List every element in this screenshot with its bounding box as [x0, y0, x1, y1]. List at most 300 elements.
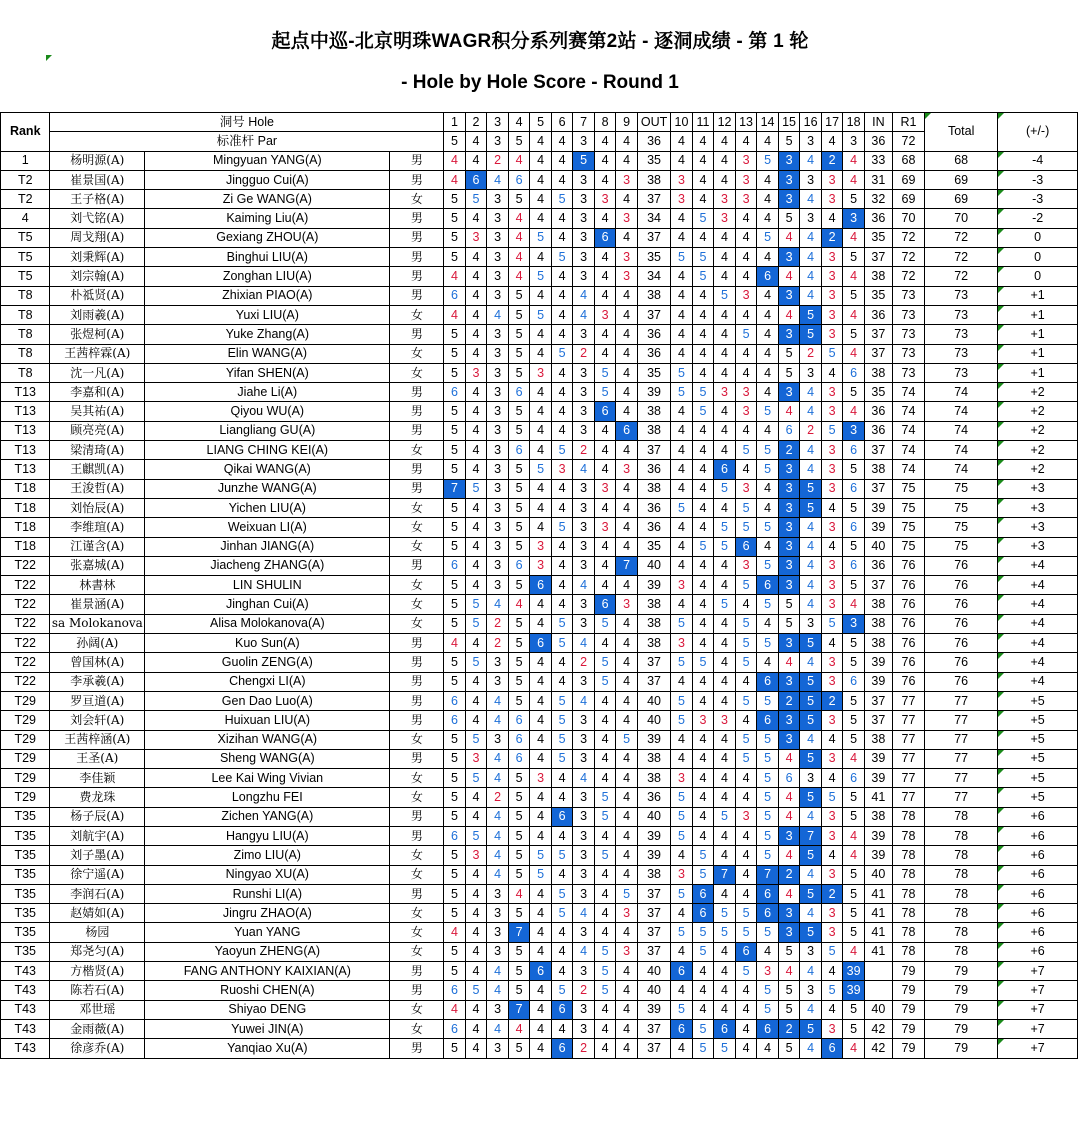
table-row: [1, 923, 1078, 942]
plus-minus-cell: +6: [998, 807, 1078, 826]
score-cell: 4: [551, 556, 573, 575]
score-cell: 6: [843, 672, 865, 691]
score-cell: 3: [573, 498, 595, 517]
score-cell: 4: [735, 846, 757, 865]
score-cell: 4: [530, 595, 552, 614]
score-cell: 4: [671, 151, 693, 170]
score-cell: 3: [594, 518, 616, 537]
score-cell: 36: [864, 556, 892, 575]
score-cell: 76: [892, 595, 924, 614]
gender-cell: 男: [390, 634, 444, 653]
score-cell: 4: [843, 846, 865, 865]
score-cell: 4: [671, 209, 693, 228]
player-name-en: Longzhu FEI: [145, 788, 390, 807]
score-cell: 3: [573, 537, 595, 556]
score-cell: 3: [487, 1000, 509, 1019]
score-cell: 5: [843, 325, 865, 344]
score-cell: 5: [692, 1019, 714, 1038]
header-row-hole: [1, 113, 1078, 132]
score-cell: 74: [892, 460, 924, 479]
score-cell: 4: [594, 711, 616, 730]
score-cell: 3: [487, 421, 509, 440]
score-cell: 5: [530, 846, 552, 865]
score-cell: 5: [735, 576, 757, 595]
score-cell: 5: [465, 595, 487, 614]
score-cell: 4: [692, 788, 714, 807]
score-cell: 76: [892, 576, 924, 595]
player-name-en: LIN SHULIN: [145, 576, 390, 595]
gender-cell: 女: [390, 942, 444, 961]
rank-cell: T2: [1, 170, 50, 189]
score-cell: 3: [778, 576, 800, 595]
score-cell: 5: [530, 865, 552, 884]
score-cell: 5: [671, 653, 693, 672]
score-cell: 5: [508, 981, 530, 1000]
score-cell: 6: [757, 884, 779, 903]
total-cell: 77: [925, 730, 998, 749]
gender-cell: 男: [390, 826, 444, 845]
score-cell: 4: [800, 267, 822, 286]
score-cell: 4: [530, 904, 552, 923]
score-cell: 4: [594, 248, 616, 267]
score-cell: 4: [800, 556, 822, 575]
score-cell: 4: [778, 788, 800, 807]
plus-minus-cell: -3: [998, 190, 1078, 209]
score-cell: 4: [530, 479, 552, 498]
score-cell: 5: [508, 807, 530, 826]
score-cell: 41: [864, 884, 892, 903]
gender-cell: 男: [390, 556, 444, 575]
player-name-en: Junzhe WANG(A): [145, 479, 390, 498]
score-cell: 4: [530, 151, 552, 170]
score-cell: 40: [864, 1000, 892, 1019]
gender-cell: 女: [390, 441, 444, 460]
score-cell: 5: [444, 788, 466, 807]
score-cell: 4: [616, 537, 638, 556]
player-name-en: Yaoyun ZHENG(A): [145, 942, 390, 961]
score-cell: 4: [692, 363, 714, 382]
score-cell: 4: [714, 730, 736, 749]
score-cell: 2: [487, 614, 509, 633]
score-cell: 4: [530, 749, 552, 768]
score-cell: 77: [892, 769, 924, 788]
gender-cell: 女: [390, 344, 444, 363]
score-cell: 6: [843, 441, 865, 460]
score-cell: 77: [892, 730, 924, 749]
score-cell: 4: [616, 691, 638, 710]
score-cell: 3: [487, 576, 509, 595]
score-cell: 4: [616, 305, 638, 324]
table-row: [1, 383, 1078, 402]
player-name-cn: sa Molokanova: [50, 614, 145, 633]
score-cell: 4: [735, 711, 757, 730]
score-cell: 4: [487, 749, 509, 768]
score-cell: 79: [892, 962, 924, 981]
score-cell: 3: [594, 305, 616, 324]
score-cell: 3: [487, 267, 509, 286]
score-cell: 5: [444, 1039, 466, 1058]
score-cell: 5: [778, 981, 800, 1000]
score-cell: 5: [800, 305, 822, 324]
score-cell: 4: [465, 151, 487, 170]
score-cell: 76: [892, 556, 924, 575]
total-cell: 79: [925, 1039, 998, 1058]
par-value: 4: [530, 132, 552, 151]
score-cell: 6: [444, 1019, 466, 1038]
score-cell: 4: [594, 634, 616, 653]
score-cell: 3: [757, 962, 779, 981]
score-cell: 35: [637, 537, 670, 556]
score-cell: 4: [487, 981, 509, 1000]
score-cell: 3: [778, 286, 800, 305]
score-cell: 4: [551, 537, 573, 556]
score-cell: 4: [692, 595, 714, 614]
score-cell: 4: [843, 344, 865, 363]
gender-cell: 女: [390, 923, 444, 942]
par-value: 5: [778, 132, 800, 151]
score-cell: 3: [735, 190, 757, 209]
score-cell: 39: [864, 653, 892, 672]
score-cell: 5: [508, 498, 530, 517]
total-cell: 77: [925, 769, 998, 788]
score-cell: 3: [821, 518, 843, 537]
score-cell: 5: [714, 807, 736, 826]
score-cell: 6: [735, 537, 757, 556]
total-cell: 72: [925, 228, 998, 247]
score-cell: 4: [714, 691, 736, 710]
score-cell: 4: [843, 402, 865, 421]
plus-minus-cell: +2: [998, 402, 1078, 421]
score-cell: 6: [444, 981, 466, 1000]
score-cell: 6: [692, 904, 714, 923]
gender-cell: 男: [390, 402, 444, 421]
score-cell: 4: [757, 614, 779, 633]
player-name-cn: 林書林: [50, 576, 145, 595]
score-cell: 2: [573, 981, 595, 1000]
score-cell: 3: [487, 1039, 509, 1058]
score-cell: 4: [692, 576, 714, 595]
score-cell: 3: [671, 170, 693, 189]
plus-minus-cell: +1: [998, 325, 1078, 344]
score-cell: 5: [692, 537, 714, 556]
score-cell: 5: [508, 846, 530, 865]
player-name-cn: 崔景国(A): [50, 170, 145, 189]
score-cell: 3: [487, 441, 509, 460]
score-cell: 4: [671, 325, 693, 344]
score-cell: 3: [573, 325, 595, 344]
hole-number: 11: [692, 113, 714, 132]
score-cell: 6: [594, 402, 616, 421]
score-cell: 5: [757, 595, 779, 614]
score-cell: 3: [573, 923, 595, 942]
table-row: [1, 190, 1078, 209]
score-cell: 4: [465, 537, 487, 556]
score-cell: 4: [530, 170, 552, 189]
score-cell: 4: [465, 865, 487, 884]
player-name-cn: 刘弋铭(A): [50, 209, 145, 228]
score-cell: 3: [800, 614, 822, 633]
score-cell: 4: [800, 653, 822, 672]
player-name-en: Ruoshi CHEN(A): [145, 981, 390, 1000]
score-cell: 4: [594, 749, 616, 768]
plus-minus-cell: +5: [998, 691, 1078, 710]
score-cell: 4: [444, 151, 466, 170]
score-cell: 4: [508, 248, 530, 267]
plus-minus-cell: +6: [998, 884, 1078, 903]
player-name-cn: 刘子墨(A): [50, 846, 145, 865]
score-cell: 4: [530, 209, 552, 228]
score-cell: 36: [637, 788, 670, 807]
score-cell: 7: [508, 923, 530, 942]
total-cell: 75: [925, 498, 998, 517]
par-value: 36: [637, 132, 670, 151]
hole-number: 8: [594, 113, 616, 132]
gender-cell: 男: [390, 807, 444, 826]
player-name-en: Zhixian PIAO(A): [145, 286, 390, 305]
score-cell: 5: [671, 884, 693, 903]
score-cell: 6: [735, 942, 757, 961]
score-cell: 4: [573, 460, 595, 479]
score-cell: 4: [800, 460, 822, 479]
plus-minus-cell: +2: [998, 383, 1078, 402]
gender-cell: 女: [390, 1019, 444, 1038]
score-cell: 3: [573, 248, 595, 267]
score-cell: 5: [843, 576, 865, 595]
score-cell: 6: [843, 556, 865, 575]
score-cell: 5: [735, 962, 757, 981]
score-cell: 5: [444, 402, 466, 421]
score-cell: 4: [692, 190, 714, 209]
score-cell: 4: [573, 634, 595, 653]
score-cell: 4: [465, 1039, 487, 1058]
total-cell: 79: [925, 981, 998, 1000]
plus-minus-cell: +4: [998, 576, 1078, 595]
hole-number: 1: [444, 113, 466, 132]
score-cell: 5: [444, 228, 466, 247]
score-cell: 5: [671, 383, 693, 402]
gender-cell: 男: [390, 325, 444, 344]
score-cell: 36: [637, 344, 670, 363]
score-cell: 3: [573, 190, 595, 209]
score-cell: 4: [692, 672, 714, 691]
score-cell: 79: [892, 1000, 924, 1019]
score-cell: 4: [487, 691, 509, 710]
score-cell: 4: [778, 749, 800, 768]
total-cell: 79: [925, 962, 998, 981]
player-name-cn: 李维瑄(A): [50, 518, 145, 537]
score-cell: 4: [821, 846, 843, 865]
score-cell: 3: [616, 209, 638, 228]
score-cell: 38: [637, 479, 670, 498]
plus-minus-cell: +7: [998, 981, 1078, 1000]
score-cell: 4: [594, 170, 616, 189]
score-cell: 4: [735, 981, 757, 1000]
score-cell: 73: [892, 344, 924, 363]
score-cell: 4: [616, 826, 638, 845]
score-cell: 5: [757, 402, 779, 421]
hole-number: 2: [465, 113, 487, 132]
score-cell: 4: [616, 614, 638, 633]
score-cell: 5: [444, 942, 466, 961]
score-cell: 38: [864, 460, 892, 479]
rank-cell: T43: [1, 1039, 50, 1058]
table-row: [1, 209, 1078, 228]
player-name-en: Gexiang ZHOU(A): [145, 228, 390, 247]
score-cell: 7: [714, 865, 736, 884]
player-name-cn: 李承羲(A): [50, 672, 145, 691]
score-cell: 5: [714, 479, 736, 498]
score-cell: 4: [757, 383, 779, 402]
score-cell: 4: [465, 711, 487, 730]
score-cell: 4: [821, 769, 843, 788]
score-cell: 4: [487, 865, 509, 884]
score-cell: 5: [508, 691, 530, 710]
score-cell: 4: [757, 209, 779, 228]
score-cell: 5: [594, 942, 616, 961]
player-name-en: Jiahe Li(A): [145, 383, 390, 402]
score-cell: 5: [735, 653, 757, 672]
score-cell: 5: [444, 460, 466, 479]
score-cell: 5: [444, 363, 466, 382]
score-cell: 5: [800, 923, 822, 942]
score-cell: 6: [551, 1000, 573, 1019]
score-cell: 4: [692, 981, 714, 1000]
score-cell: 4: [671, 267, 693, 286]
score-cell: 3: [616, 170, 638, 189]
score-cell: 5: [444, 209, 466, 228]
score-cell: 4: [616, 846, 638, 865]
gender-cell: 男: [390, 170, 444, 189]
score-cell: 5: [444, 653, 466, 672]
score-cell: 3: [821, 170, 843, 189]
score-cell: 5: [465, 769, 487, 788]
score-cell: 5: [843, 653, 865, 672]
score-cell: 3: [487, 672, 509, 691]
rank-cell: T8: [1, 286, 50, 305]
score-cell: 39: [864, 518, 892, 537]
score-cell: 3: [778, 190, 800, 209]
rank-cell: T35: [1, 826, 50, 845]
score-cell: 5: [444, 344, 466, 363]
par-value: 4: [714, 132, 736, 151]
score-cell: 3: [573, 614, 595, 633]
score-cell: 4: [508, 228, 530, 247]
score-cell: 4: [821, 363, 843, 382]
par-value: 3: [487, 132, 509, 151]
player-name-en: Yifan SHEN(A): [145, 363, 390, 382]
score-cell: 4: [487, 826, 509, 845]
score-cell: 4: [735, 1000, 757, 1019]
score-cell: 7: [616, 556, 638, 575]
plus-minus-cell: 0: [998, 248, 1078, 267]
score-cell: 5: [508, 344, 530, 363]
score-cell: 4: [757, 421, 779, 440]
score-cell: 5: [508, 460, 530, 479]
player-name-en: Yanqiao Xu(A): [145, 1039, 390, 1058]
score-cell: 3: [821, 807, 843, 826]
score-cell: 6: [671, 962, 693, 981]
rank-cell: T35: [1, 865, 50, 884]
score-cell: 6: [444, 826, 466, 845]
score-cell: 4: [594, 826, 616, 845]
score-cell: 5: [465, 479, 487, 498]
score-cell: 4: [800, 595, 822, 614]
score-cell: 72: [892, 248, 924, 267]
player-name-cn: 邓世瑶: [50, 1000, 145, 1019]
score-cell: 42: [864, 1039, 892, 1058]
score-cell: 5: [444, 962, 466, 981]
score-cell: 4: [465, 807, 487, 826]
score-cell: 4: [843, 170, 865, 189]
score-cell: 3: [735, 556, 757, 575]
player-name-en: Yuxi LIU(A): [145, 305, 390, 324]
score-cell: 5: [692, 846, 714, 865]
score-cell: 5: [843, 460, 865, 479]
score-cell: 3: [778, 151, 800, 170]
plus-minus-cell: +4: [998, 595, 1078, 614]
score-cell: 76: [892, 614, 924, 633]
score-cell: 3: [821, 826, 843, 845]
plus-minus-cell: 0: [998, 228, 1078, 247]
score-cell: 38: [637, 865, 670, 884]
score-cell: 4: [757, 942, 779, 961]
score-cell: 40: [637, 962, 670, 981]
score-cell: 6: [508, 170, 530, 189]
score-cell: 5: [508, 865, 530, 884]
player-name-cn: 曾国林(A): [50, 653, 145, 672]
score-cell: 4: [487, 846, 509, 865]
gender-cell: 男: [390, 653, 444, 672]
score-cell: 6: [465, 170, 487, 189]
score-cell: 4: [778, 402, 800, 421]
score-cell: 4: [757, 537, 779, 556]
score-cell: 4: [843, 228, 865, 247]
gender-cell: 男: [390, 962, 444, 981]
table-row: [1, 634, 1078, 653]
score-cell: 73: [892, 363, 924, 382]
score-cell: 5: [778, 942, 800, 961]
player-name-en: Kaiming Liu(A): [145, 209, 390, 228]
score-cell: 3: [487, 884, 509, 903]
score-cell: 41: [864, 923, 892, 942]
score-cell: 33: [864, 151, 892, 170]
rank-cell: T22: [1, 634, 50, 653]
score-cell: 5: [843, 383, 865, 402]
total-cell: 76: [925, 556, 998, 575]
score-cell: 3: [778, 711, 800, 730]
score-cell: 3: [778, 460, 800, 479]
score-cell: 5: [594, 846, 616, 865]
score-cell: 4: [530, 884, 552, 903]
table-row: [1, 1019, 1078, 1038]
total-cell: 76: [925, 576, 998, 595]
table-row: [1, 151, 1078, 170]
score-cell: 38: [637, 286, 670, 305]
score-cell: 5: [757, 923, 779, 942]
score-cell: 4: [573, 942, 595, 961]
score-cell: 4: [530, 518, 552, 537]
total-cell: 78: [925, 904, 998, 923]
score-cell: 36: [864, 421, 892, 440]
score-cell: 5: [594, 653, 616, 672]
score-cell: 3: [778, 634, 800, 653]
score-cell: 3: [821, 248, 843, 267]
player-name-en: Hangyu LIU(A): [145, 826, 390, 845]
score-cell: 6: [757, 267, 779, 286]
score-cell: 4: [465, 1019, 487, 1038]
score-cell: 5: [692, 267, 714, 286]
par-value: 4: [671, 132, 693, 151]
